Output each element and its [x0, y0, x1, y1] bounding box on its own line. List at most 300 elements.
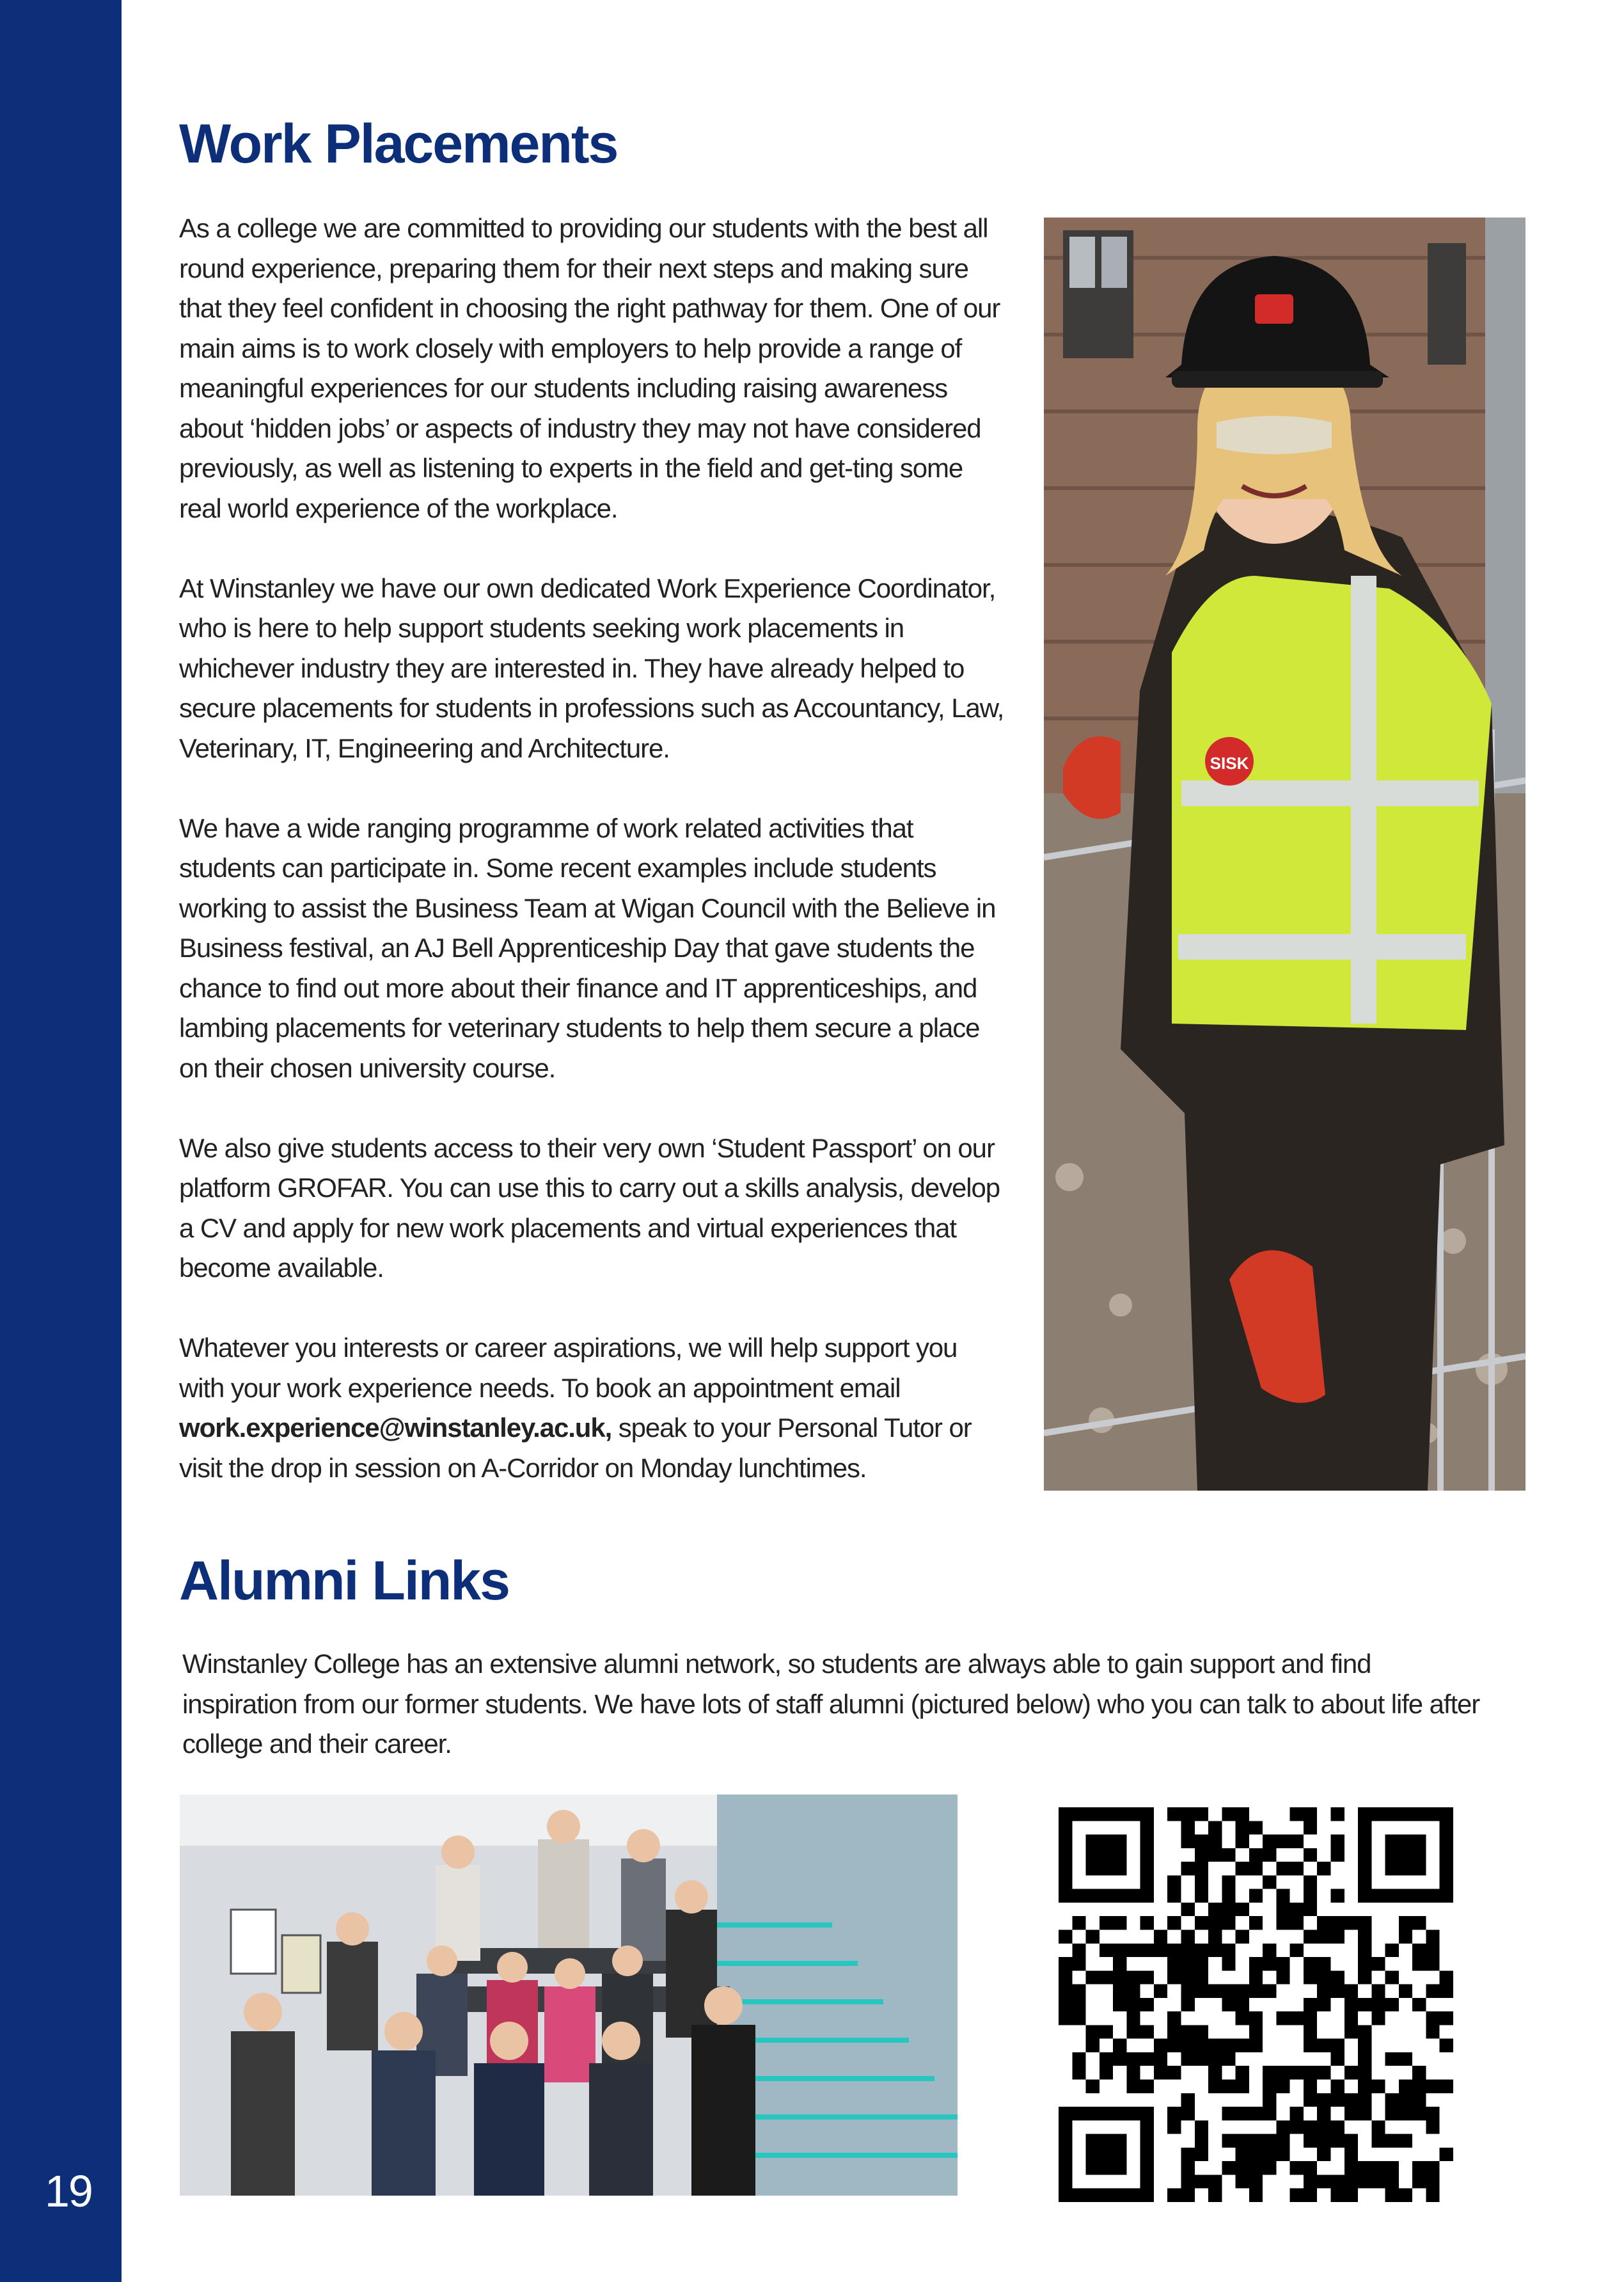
qr-module — [1236, 1862, 1249, 1875]
paragraph: We have a wide ranging programme of work related activities that students can participate in. Some recent examples include students working to assist the Business Team at Wigan Council with the Believe in Business festival, an AJ Bell Apprenticeship Day that gave students the chance to find out more about their finance and IT apprenticeships, and lambing placements for veterinary students to help them secure a place on their chosen university course. — [179, 812, 996, 1083]
qr-module — [1344, 1985, 1358, 1998]
qr-module — [1358, 1821, 1371, 1834]
qr-module — [1167, 1889, 1181, 1903]
qr-module — [1140, 2052, 1154, 2066]
section-title-alumni-links: Alumni Links — [179, 1550, 509, 1612]
qr-module — [1059, 1848, 1072, 1862]
qr-module — [1426, 2189, 1439, 2202]
qr-module — [1113, 2107, 1126, 2120]
qr-module — [1426, 2175, 1439, 2188]
qr-module — [1385, 2161, 1399, 2175]
qr-module — [1059, 2011, 1072, 2025]
qr-module — [1304, 1875, 1317, 1889]
qr-module — [1140, 1875, 1154, 1889]
qr-module — [1317, 2107, 1330, 2120]
qr-module — [1126, 1807, 1140, 1821]
qr-module — [1371, 2080, 1385, 2093]
qr-module — [1385, 2107, 1399, 2120]
qr-module — [1412, 2066, 1426, 2079]
qr-module — [1059, 2107, 1072, 2120]
qr-module — [1113, 1957, 1126, 1970]
qr-module — [1304, 2039, 1317, 2052]
qr-module — [1412, 1957, 1426, 1970]
qr-module — [1304, 1957, 1317, 1970]
paragraph: At Winstanley we have our own dedicated Work Experience Coordinator, who is here to help support students seeking work placements in whichever industry they are interested in. They have already helped to secure placements for students in professions such as Accountancy, Law, Veterinary, IT, Engineering and Architecture. — [179, 573, 1004, 763]
qr-module — [1167, 2039, 1181, 2052]
qr-module — [1195, 1835, 1208, 1848]
qr-module — [1304, 1929, 1317, 1943]
qr-module — [1440, 1875, 1453, 1889]
qr-module — [1426, 2025, 1439, 2038]
qr-module — [1249, 2175, 1263, 2188]
qr-module — [1276, 1916, 1289, 1929]
qr-module — [1371, 2161, 1385, 2175]
qr-module — [1304, 2025, 1317, 2038]
qr-module — [1331, 2052, 1344, 2066]
qr-module — [1181, 2148, 1194, 2161]
qr-module — [1344, 2161, 1358, 2175]
qr-module — [1222, 2161, 1235, 2175]
qr-module — [1100, 1889, 1113, 1903]
qr-module — [1358, 1957, 1371, 1970]
qr-module — [1154, 2052, 1167, 2066]
qr-module — [1181, 2052, 1194, 2066]
qr-module — [1181, 2039, 1194, 2052]
qr-module — [1344, 2025, 1358, 2038]
qr-module — [1385, 2052, 1399, 2066]
qr-module — [1344, 2107, 1358, 2120]
qr-module — [1059, 1821, 1072, 1834]
qr-module — [1140, 1916, 1154, 1929]
qr-module — [1440, 1821, 1453, 1834]
qr-module — [1290, 1835, 1304, 1848]
qr-module — [1195, 2120, 1208, 2134]
qr-module — [1236, 2148, 1249, 2161]
qr-module — [1222, 1957, 1235, 1970]
qr-module — [1100, 1835, 1113, 1848]
qr-module — [1304, 2189, 1317, 2202]
qr-module — [1358, 1970, 1371, 1984]
qr-module — [1072, 1916, 1085, 1929]
qr-module — [1222, 1916, 1235, 1929]
qr-module — [1331, 2189, 1344, 2202]
qr-module — [1167, 1957, 1181, 1970]
qr-module — [1154, 1944, 1167, 1957]
qr-module — [1371, 2134, 1385, 2148]
qr-module — [1140, 2161, 1154, 2175]
qr-module — [1167, 2107, 1181, 2120]
qr-module — [1167, 1916, 1181, 1929]
qr-module — [1358, 2039, 1371, 2052]
qr-module — [1371, 2011, 1385, 2025]
qr-module — [1304, 1889, 1317, 1903]
qr-module — [1236, 1903, 1249, 1916]
qr-module — [1086, 2161, 1100, 2175]
qr-module — [1222, 2080, 1235, 2093]
qr-module — [1331, 1985, 1344, 1998]
qr-module — [1426, 1807, 1439, 1821]
qr-module — [1167, 2189, 1181, 2202]
qr-module — [1181, 2025, 1194, 2038]
qr-module — [1399, 1848, 1412, 1862]
qr-module — [1412, 1862, 1426, 1875]
qr-module — [1086, 2134, 1100, 2148]
qr-module — [1222, 2039, 1235, 2052]
qr-module — [1086, 2148, 1100, 2161]
qr-module — [1059, 1835, 1072, 1848]
qr-module — [1236, 1985, 1249, 1998]
qr-module — [1440, 1970, 1453, 1984]
qr-module — [1208, 1916, 1222, 1929]
qr-module — [1100, 2066, 1113, 2079]
qr-module — [1072, 1944, 1085, 1957]
qr-module — [1263, 2066, 1276, 2079]
qr-module — [1371, 1985, 1385, 1998]
qr-code[interactable] — [1059, 1807, 1453, 2202]
qr-module — [1276, 2066, 1289, 2079]
qr-module — [1181, 2093, 1194, 2107]
qr-module — [1100, 2025, 1113, 2038]
qr-module — [1249, 1848, 1263, 1862]
qr-module — [1371, 1957, 1385, 1970]
qr-module — [1249, 1957, 1263, 1970]
qr-module — [1331, 1807, 1344, 1821]
qr-module — [1426, 1957, 1439, 1970]
qr-module — [1236, 1929, 1249, 1943]
qr-module — [1440, 1848, 1453, 1862]
qr-module — [1100, 2134, 1113, 2148]
qr-module — [1317, 1916, 1330, 1929]
qr-module — [1290, 1944, 1304, 1957]
qr-module — [1208, 2066, 1222, 2079]
qr-module — [1440, 1862, 1453, 1875]
qr-module — [1358, 1998, 1371, 2011]
qr-module — [1100, 2189, 1113, 2202]
qr-module — [1290, 2066, 1304, 2079]
qr-module — [1140, 1998, 1154, 2011]
qr-module — [1412, 1848, 1426, 1862]
qr-module — [1113, 1862, 1126, 1875]
qr-module — [1195, 1944, 1208, 1957]
qr-module — [1154, 2066, 1167, 2079]
qr-module — [1371, 1998, 1385, 2011]
vest-logo-text: SISK — [1210, 754, 1249, 773]
qr-module — [1086, 2080, 1100, 2093]
qr-module — [1126, 1970, 1140, 1984]
qr-module — [1086, 1889, 1100, 1903]
booking-text: Whatever you interests or career aspirations, we will help support you with your work experience needs. To book an appointment email — [179, 1333, 958, 1403]
qr-module — [1181, 2107, 1194, 2120]
qr-module — [1100, 2161, 1113, 2175]
qr-module — [1140, 1889, 1154, 1903]
qr-module — [1222, 1875, 1235, 1889]
qr-module — [1385, 1848, 1399, 1862]
qr-module — [1072, 1807, 1085, 1821]
qr-module — [1385, 1970, 1399, 1984]
qr-module — [1399, 1835, 1412, 1848]
qr-module — [1358, 1929, 1371, 1943]
qr-module — [1140, 2148, 1154, 2161]
qr-module — [1181, 1807, 1194, 1821]
qr-module — [1140, 1862, 1154, 1875]
qr-module — [1249, 2025, 1263, 2038]
qr-module — [1222, 1903, 1235, 1916]
qr-module — [1317, 2134, 1330, 2148]
qr-module — [1317, 1985, 1330, 1998]
qr-module — [1208, 2175, 1222, 2188]
qr-module — [1086, 1970, 1100, 1984]
qr-module — [1236, 2175, 1249, 2188]
qr-module — [1059, 2134, 1072, 2148]
qr-module — [1385, 1944, 1399, 1957]
qr-module — [1167, 2066, 1181, 2079]
qr-module — [1399, 1889, 1412, 1903]
qr-module — [1140, 1944, 1154, 1957]
qr-module — [1276, 1957, 1289, 1970]
qr-module — [1317, 1998, 1330, 2011]
qr-module — [1412, 2161, 1426, 2175]
qr-module — [1236, 2107, 1249, 2120]
qr-module — [1331, 1970, 1344, 1984]
qr-module — [1385, 1807, 1399, 1821]
qr-module — [1440, 1889, 1453, 1903]
qr-module — [1276, 1970, 1289, 1984]
qr-module — [1126, 2107, 1140, 2120]
qr-module — [1304, 2066, 1317, 2079]
qr-module — [1276, 2080, 1289, 2093]
qr-module — [1100, 2107, 1113, 2120]
qr-module — [1331, 2093, 1344, 2107]
qr-module — [1113, 1835, 1126, 1848]
qr-module — [1072, 2052, 1085, 2066]
qr-module — [1126, 2052, 1140, 2066]
qr-module — [1208, 1848, 1222, 1862]
qr-module — [1358, 2107, 1371, 2120]
qr-module — [1399, 1985, 1412, 1998]
qr-module — [1344, 1916, 1358, 1929]
qr-module — [1290, 1903, 1304, 1916]
qr-module — [1290, 2161, 1304, 2175]
qr-module — [1399, 1916, 1412, 1929]
qr-module — [1276, 2134, 1289, 2148]
qr-module — [1167, 1944, 1181, 1957]
page-number: 19 — [45, 2166, 92, 2216]
qr-module — [1113, 1916, 1126, 1929]
qr-module — [1358, 2080, 1371, 2093]
qr-module — [1059, 1970, 1072, 1984]
qr-module — [1140, 2175, 1154, 2188]
qr-module — [1113, 1970, 1126, 1984]
qr-module — [1304, 1807, 1317, 1821]
qr-module — [1181, 2175, 1194, 2188]
qr-module — [1426, 2107, 1439, 2120]
qr-module — [1426, 1944, 1439, 1957]
qr-module — [1208, 1903, 1222, 1916]
qr-module — [1059, 1998, 1072, 2011]
qr-module — [1290, 2107, 1304, 2120]
qr-module — [1195, 2039, 1208, 2052]
qr-module — [1263, 1944, 1276, 1957]
qr-module — [1304, 2175, 1317, 2188]
qr-module — [1222, 2107, 1235, 2120]
qr-module — [1331, 1929, 1344, 1943]
qr-module — [1140, 1835, 1154, 1848]
qr-module — [1371, 2175, 1385, 2188]
qr-module — [1344, 1998, 1358, 2011]
qr-module — [1276, 2011, 1289, 2025]
qr-module — [1317, 2120, 1330, 2134]
qr-module — [1140, 2107, 1154, 2120]
qr-module — [1222, 1889, 1235, 1903]
qr-module — [1249, 2039, 1263, 2052]
qr-module — [1412, 2175, 1426, 2188]
qr-module — [1086, 2025, 1100, 2038]
qr-module — [1358, 2066, 1371, 2079]
qr-module — [1317, 1929, 1330, 1943]
qr-module — [1222, 1998, 1235, 2011]
paragraph-booking — [179, 1328, 1004, 1488]
qr-module — [1358, 1807, 1371, 1821]
qr-module — [1126, 1889, 1140, 1903]
qr-module — [1140, 1807, 1154, 1821]
qr-module — [1399, 2052, 1412, 2066]
qr-module — [1208, 1821, 1222, 1834]
qr-module — [1331, 1916, 1344, 1929]
qr-module — [1059, 2120, 1072, 2134]
qr-module — [1167, 1875, 1181, 1889]
qr-module — [1236, 1821, 1249, 1834]
qr-module — [1358, 2175, 1371, 2188]
qr-module — [1249, 1916, 1263, 1929]
qr-module — [1072, 1957, 1085, 1970]
qr-module — [1072, 1985, 1085, 1998]
qr-module — [1086, 1929, 1100, 1943]
qr-module — [1167, 1807, 1181, 1821]
qr-module — [1249, 1970, 1263, 1984]
qr-module — [1263, 2148, 1276, 2161]
qr-module — [1412, 2107, 1426, 2120]
qr-module — [1344, 2066, 1358, 2079]
qr-module — [1140, 2025, 1154, 2038]
qr-module — [1399, 1929, 1412, 1943]
qr-module — [1412, 2093, 1426, 2107]
qr-module — [1426, 2161, 1439, 2175]
qr-module — [1344, 2134, 1358, 2148]
paragraph: Winstanley College has an extensive alumni network, so students are always able to gain support and find inspiration from our former students. We have lots of staff alumni (pictured below) who you can talk to about life after college and their career. — [182, 1649, 1480, 1759]
qr-module — [1086, 1848, 1100, 1862]
qr-module — [1249, 2148, 1263, 2161]
qr-module — [1181, 1944, 1194, 1957]
qr-module — [1113, 1889, 1126, 1903]
qr-module — [1426, 2080, 1439, 2093]
qr-module — [1100, 1944, 1113, 1957]
qr-module — [1344, 2148, 1358, 2161]
qr-module — [1331, 1848, 1344, 1862]
qr-module — [1426, 2120, 1439, 2134]
qr-module — [1059, 1929, 1072, 1943]
qr-module — [1263, 2093, 1276, 2107]
qr-module — [1426, 2011, 1439, 2025]
qr-module — [1222, 1985, 1235, 1998]
qr-module — [1331, 2175, 1344, 2188]
qr-module — [1113, 2161, 1126, 2175]
qr-module — [1195, 1916, 1208, 1929]
qr-module — [1412, 1998, 1426, 2011]
qr-module — [1140, 1970, 1154, 1984]
qr-module — [1249, 1821, 1263, 1834]
qr-module — [1440, 2011, 1453, 2025]
qr-module — [1317, 2175, 1330, 2188]
qr-module — [1304, 2011, 1317, 2025]
qr-module — [1276, 2148, 1289, 2161]
qr-module — [1059, 2189, 1072, 2202]
qr-module — [1181, 1957, 1194, 1970]
qr-module — [1426, 1929, 1439, 1943]
qr-module — [1195, 1848, 1208, 1862]
qr-module — [1236, 2080, 1249, 2093]
qr-module — [1126, 2025, 1140, 2038]
qr-module — [1276, 1889, 1289, 1903]
qr-module — [1113, 2134, 1126, 2148]
qr-module — [1059, 2161, 1072, 2175]
qr-module — [1181, 1998, 1194, 2011]
qr-module — [1222, 1848, 1235, 1862]
qr-module — [1358, 1848, 1371, 1862]
qr-module — [1249, 2107, 1263, 2120]
qr-module — [1113, 2148, 1126, 2161]
qr-module — [1113, 1985, 1126, 1998]
qr-module — [1304, 1998, 1317, 2011]
qr-module — [1263, 1835, 1276, 1848]
qr-module — [1208, 2052, 1222, 2066]
qr-module — [1385, 2175, 1399, 2188]
qr-module — [1331, 2120, 1344, 2134]
qr-module — [1154, 1929, 1167, 1943]
qr-module — [1113, 1998, 1126, 2011]
qr-module — [1126, 2189, 1140, 2202]
qr-module — [1086, 1807, 1100, 1821]
qr-module — [1100, 1862, 1113, 1875]
qr-module — [1399, 1862, 1412, 1875]
qr-module — [1100, 2052, 1113, 2066]
qr-module — [1358, 2052, 1371, 2066]
qr-module — [1236, 1835, 1249, 1848]
qr-module — [1412, 1835, 1426, 1848]
qr-module — [1331, 2080, 1344, 2093]
qr-module — [1208, 2080, 1222, 2093]
qr-module — [1385, 2134, 1399, 2148]
qr-module — [1167, 2120, 1181, 2134]
qr-module — [1426, 1985, 1439, 1998]
qr-module — [1059, 2148, 1072, 2161]
qr-module — [1276, 1835, 1289, 1848]
qr-module — [1331, 2039, 1344, 2052]
qr-module — [1440, 2080, 1453, 2093]
qr-module — [1208, 2189, 1222, 2202]
qr-module — [1140, 2080, 1154, 2093]
qr-module — [1126, 1944, 1140, 1957]
qr-module — [1072, 1998, 1085, 2011]
qr-module — [1086, 2107, 1100, 2120]
qr-module — [1181, 1903, 1194, 1916]
qr-module — [1059, 1889, 1072, 1903]
qr-module — [1290, 1862, 1304, 1875]
qr-module — [1195, 2134, 1208, 2148]
qr-module — [1140, 2120, 1154, 2134]
qr-module — [1344, 2011, 1358, 2025]
qr-module — [1399, 2134, 1412, 2148]
qr-module — [1399, 2189, 1412, 2202]
